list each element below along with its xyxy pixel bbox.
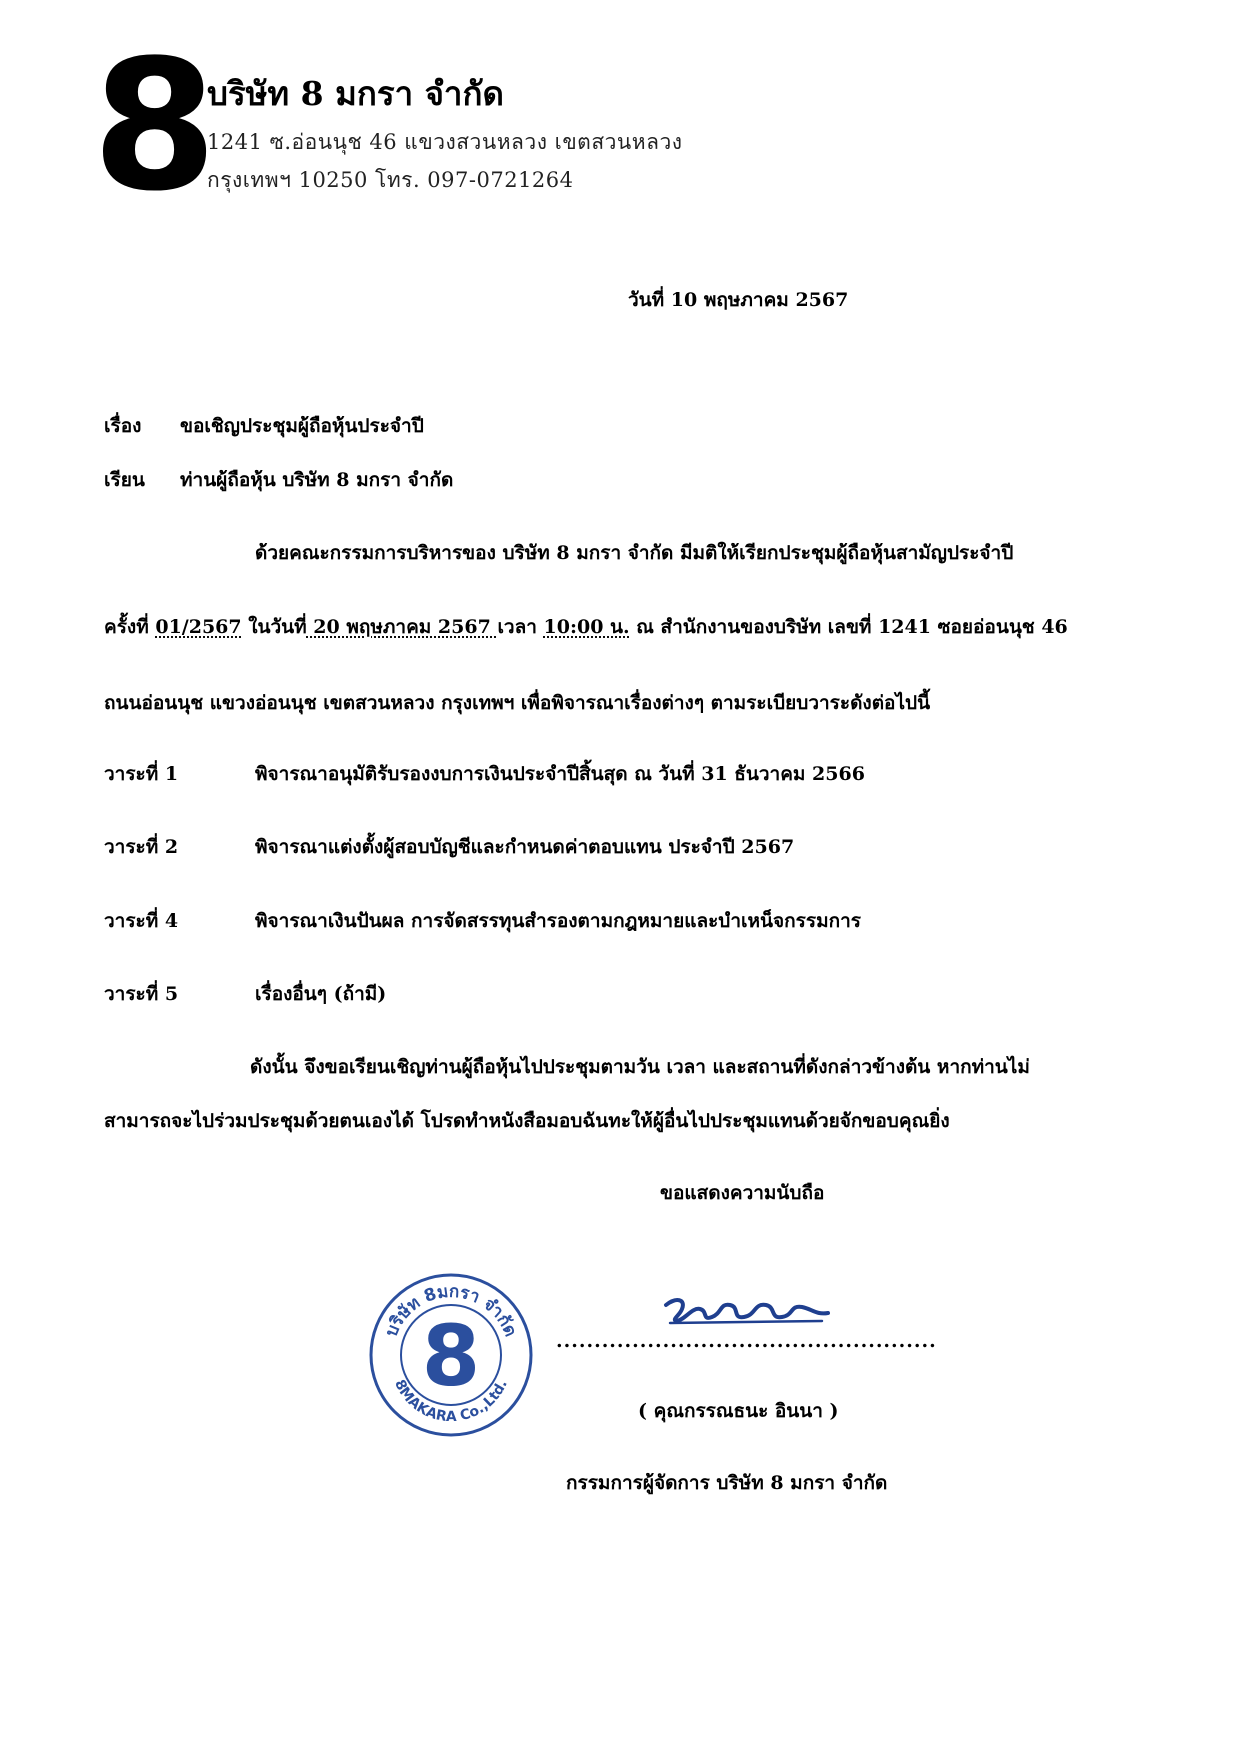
closing-line-2: สามารถจะไปร่วมประชุมด้วยตนเองได้ โปรดทำหนังสือมอบฉันทะให้ผู้อื่นไปประชุมแทนด้วยจักขอบคุณยิ่ง: [104, 1110, 950, 1132]
body-line-3: ถนนอ่อนนุช แขวงอ่อนนุช เขตสวนหลวง กรุงเทพฯ เพื่อพิจารณาเรื่องต่างๆ ตามระเบียบวาระดังต่อไปนี้: [104, 692, 931, 714]
meeting-date: 20 พฤษภาคม 2567: [306, 616, 498, 638]
recipient-label: เรียน: [104, 469, 145, 491]
agenda-text-5: เรื่องอื่นๆ (ถ้ามี): [255, 983, 387, 1005]
agenda-text-2: พิจารณาแต่งตั้งผู้สอบบัญชีและกำหนดค่าตอบแทน ประจำปี 2567: [255, 836, 795, 858]
company-seal-icon: [369, 1273, 533, 1437]
company-address-line1: 1241 ซ.อ่อนนุช 46 แขวงสวนหลวง เขตสวนหลวง: [207, 130, 683, 154]
company-address-line2: กรุงเทพฯ 10250 โทร. 097-0721264: [207, 168, 574, 192]
body-line-2-a: ครั้งที่: [104, 616, 156, 638]
signature-line: ..................................................: [556, 1330, 937, 1352]
agenda-label-1: วาระที่ 1: [104, 763, 179, 785]
subject-value: ขอเชิญประชุมผู้ถือหุ้นประจำปี: [180, 415, 424, 437]
recipient-value: ท่านผู้ถือหุ้น บริษัท 8 มกรา จำกัด: [180, 469, 454, 491]
signature-icon: [662, 1291, 832, 1331]
letter-date: วันที่ 10 พฤษภาคม 2567: [628, 289, 849, 311]
body-line-2-b: ในวันที่: [241, 616, 307, 638]
seal-bottom-text: 8MAKARA Co.,Ltd.: [391, 1377, 511, 1426]
regards: ขอแสดงความนับถือ: [660, 1182, 825, 1204]
agenda-text-4: พิจารณาเงินปันผล การจัดสรรทุนสำรองตามกฎหมายและบำเหน็จกรรมการ: [255, 910, 861, 932]
company-name: บริษัท 8 มกรา จำกัด: [207, 74, 504, 113]
subject-label: เรื่อง: [104, 415, 142, 437]
body-line-2-c: เวลา: [497, 616, 544, 638]
agenda-text-1: พิจารณาอนุมัติรับรองงบการเงินประจำปีสิ้นสุด ณ วันที่ 31 ธันวาคม 2566: [255, 763, 865, 785]
body-line-2-d: ณ สำนักงานของบริษัท เลขที่ 1241 ซอยอ่อนนุช 46: [629, 616, 1068, 638]
agenda-label-4: วาระที่ 4: [104, 910, 179, 932]
signer-position: กรรมการผู้จัดการ บริษัท 8 มกรา จำกัด: [566, 1472, 888, 1494]
body-line-1: ด้วยคณะกรรมการบริหารของ บริษัท 8 มกรา จำกัด มีมติให้เรียกประชุมผู้ถือหุ้นสามัญประจำปี: [255, 542, 1014, 564]
meeting-time: 10:00 น.: [543, 616, 630, 638]
company-logo: 8: [92, 22, 218, 231]
body-line-2: [104, 614, 1068, 640]
signer-name: ( คุณกรรณธนะ อินนา ): [638, 1400, 839, 1422]
meeting-number: 01/2567: [155, 616, 242, 638]
seal-top-text: บริษัท 8มกรา จำกัด: [381, 1281, 521, 1340]
agenda-label-5: วาระที่ 5: [104, 983, 179, 1005]
closing-line-1: ดังนั้น จึงขอเรียนเชิญท่านผู้ถือหุ้นไปประชุมตามวัน เวลา และสถานที่ดังกล่าวข้างต้น หากท่านไม่: [250, 1056, 1030, 1078]
seal-center-8: 8: [421, 1307, 481, 1405]
agenda-label-2: วาระที่ 2: [104, 836, 179, 858]
